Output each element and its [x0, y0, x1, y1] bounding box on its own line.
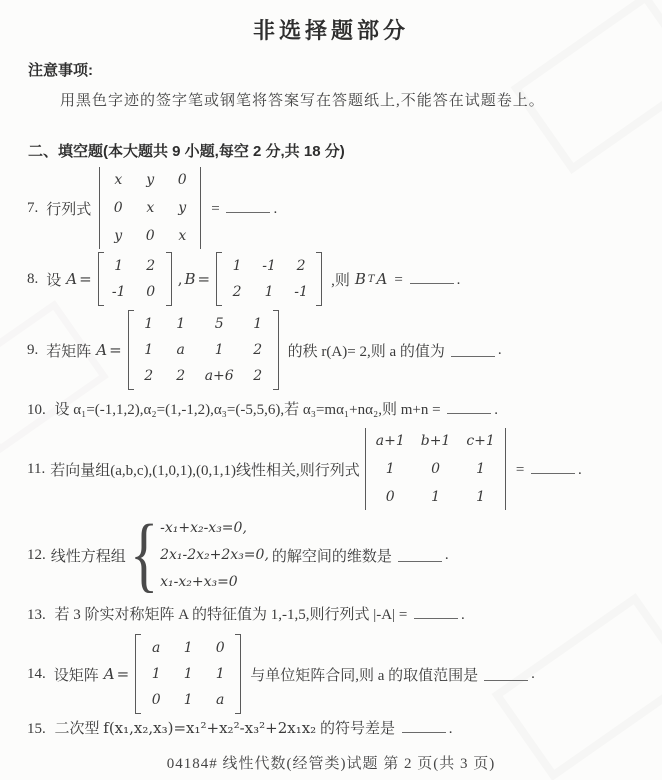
answer-blank	[531, 460, 575, 474]
question-number: 14.	[27, 665, 46, 682]
matrix-b: 1 -1 2 2 1 -1	[216, 252, 322, 306]
answer-blank	[410, 270, 454, 284]
page-footer: 04184# 线性代数(经管类)试题 第 2 页(共 3 页)	[166, 756, 496, 772]
matrix-a: 1 2 -1 0	[98, 252, 172, 306]
question-number: 13.	[27, 607, 46, 623]
question-text: ,则	[331, 272, 350, 289]
notice-text: 用黑色字迹的签字笔或钢笔将答案写在答题纸上,不能答在试题卷上。	[60, 93, 545, 109]
answer-blank	[226, 199, 270, 213]
matrix-3x4: 1 1 5 1 1 a 1 2 2 2 a+6 2	[128, 310, 279, 390]
answer-blank	[398, 548, 442, 562]
question-number: 9.	[27, 341, 39, 358]
equation-system	[160, 520, 269, 590]
determinant-3x3: a+1 b+1 c+1 1 0 1 0 1 1	[365, 428, 506, 510]
question-text: 行列式	[46, 201, 92, 218]
transpose-superscript: T	[367, 273, 375, 285]
matrix-a-symbol: A	[66, 270, 78, 288]
determinant-3x3: x y 0 0 x y y 0 x	[99, 167, 201, 249]
matrix-3x3: a 1 0 1 1 1 0 1 a	[135, 634, 241, 714]
question-number: 7.	[27, 199, 39, 216]
answer-blank	[484, 667, 528, 681]
answer-area: = .	[211, 200, 278, 217]
equation: -x₁+x₂-x₃=0,	[160, 520, 247, 536]
question-text: 的解空间的维数是	[271, 548, 392, 565]
notice-heading: 注意事项:	[28, 62, 93, 79]
answer-area: = .	[394, 271, 461, 288]
question-10: 10. 设 α₁=(-1,1,2),α₂=(1,-1,2),α₃=(-5,5,6),若 α₃=mα₁+nα₂,则 m+n = .	[27, 402, 499, 418]
question-7	[27, 167, 277, 249]
answer-blank	[414, 605, 458, 619]
question-text: 的秩 r(A)= 2,则 a 的值为	[287, 343, 445, 360]
answer-area: = .	[515, 461, 582, 478]
question-9: 9. 若矩阵 A = 1 1 5 1 1 a 1 2 2 2 a+6 2 的秩 r(A)= 2,则 a 的值为 .	[27, 306, 502, 394]
equation: x₁-x₂+x₃=0	[160, 574, 238, 590]
question-8: 8. 设 A = 1 2 -1 0 , B = 1 -1 2 2 1 -1 ,则 B T A = .	[27, 251, 460, 307]
question-15: 15. 二次型 f(x₁,x₂,x₃)=x₁²+x₂²-x₃²+2x₁x₂ 的符号差是 .	[27, 719, 453, 737]
question-11	[27, 426, 582, 512]
question-text: 二次型	[54, 721, 100, 737]
question-text: 设	[46, 272, 62, 289]
question-12: 12. 线性方程组 { -x₁+x₂-x₃=0, 2x₁-2x₂+2x₃=0, x₁-x₂+x₃=0 的解空间的维数是 .	[27, 508, 449, 601]
question-number: 10.	[27, 402, 46, 418]
question-number: 8.	[27, 270, 39, 287]
question-number: 15.	[27, 721, 46, 737]
page-title: 非选择题部分	[252, 18, 409, 43]
matrix-b-symbol: B	[184, 270, 196, 288]
question-text: 若矩阵	[46, 343, 92, 360]
question-number: 12.	[27, 546, 46, 563]
question-number: 11.	[27, 460, 46, 477]
question-text: 若向量组(a,b,c),(1,0,1),(0,1,1)线性相关,则行列式	[50, 462, 360, 479]
question-text: 与单位矩阵合同,则 a 的取值范围是	[250, 667, 479, 684]
equation: 2x₁-2x₂+2x₃=0,	[160, 547, 269, 563]
question-text: 若 3 阶实对称矩阵 A 的特征值为 1,-1,5,则行列式 |-A| =	[54, 607, 408, 623]
question-14: 14. 设矩阵 A = a 1 0 1 1 1 0 1 a 与单位矩阵合同,则 a 的取值范围是 .	[27, 629, 535, 719]
question-text: 线性方程组	[50, 548, 126, 565]
answer-blank	[451, 343, 495, 357]
question-text: 设矩阵	[53, 667, 99, 684]
question-text: 的符号差是	[319, 721, 395, 737]
answer-blank	[402, 719, 446, 733]
section-heading: 二、填空题(本大题共 9 小题,每空 2 分,共 18 分)	[28, 143, 345, 160]
question-13: 13. 若 3 阶实对称矩阵 A 的特征值为 1,-1,5,则行列式 |-A| = .	[27, 607, 465, 623]
matrix-a-symbol: A	[103, 665, 115, 683]
matrix-a-symbol: A	[96, 341, 108, 359]
answer-blank	[447, 400, 491, 414]
question-text: 设 α₁=(-1,1,2),α₂=(1,-1,2),α₃=(-5,5,6),若 α₃=mα₁+nα₂,则 m+n =	[54, 402, 441, 418]
quadratic-form-expression: f(x₁,x₂,x₃)=x₁²+x₂²-x₃²+2x₁x₂	[103, 719, 317, 737]
